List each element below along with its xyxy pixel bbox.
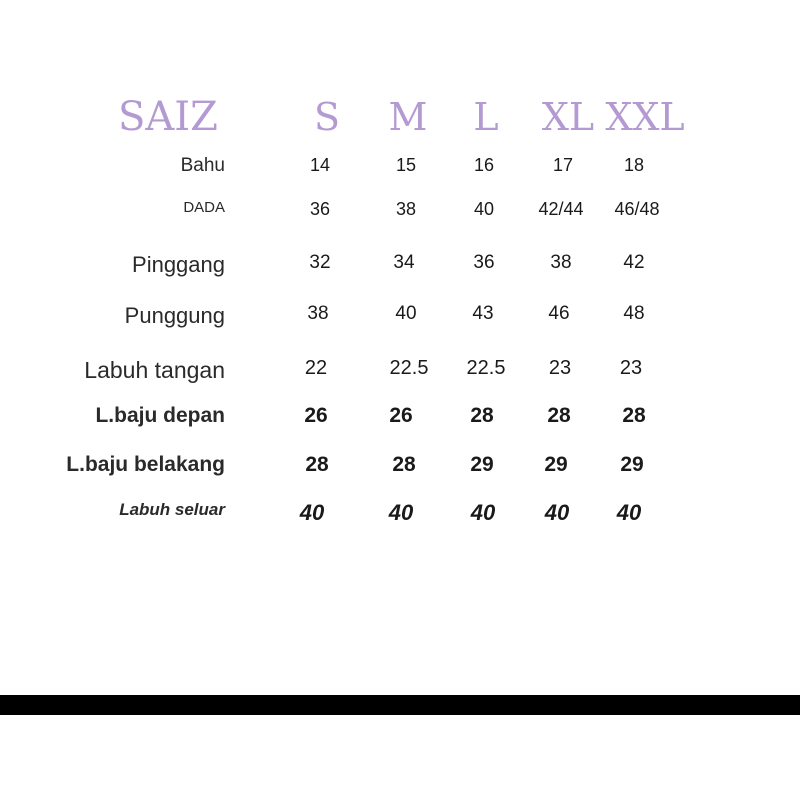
cell-m: 22.5 <box>389 357 429 379</box>
cell-l: 40 <box>473 199 495 219</box>
cell-m: 15 <box>395 155 417 175</box>
cell-s: 26 <box>304 404 328 427</box>
cell-l: 36 <box>473 252 495 273</box>
cell-xxl: 29 <box>620 453 644 476</box>
row-label: Pinggang <box>132 252 225 277</box>
row-bahu <box>0 155 800 181</box>
cell-xxl: 40 <box>616 500 642 525</box>
cell-s: 14 <box>309 155 331 175</box>
cell-s: 38 <box>307 303 329 324</box>
row-dada <box>0 199 800 225</box>
cell-l: 40 <box>470 500 496 525</box>
cell-s: 32 <box>309 252 331 273</box>
cell-l: 28 <box>470 404 494 427</box>
cell-xl: 40 <box>544 500 570 525</box>
cell-s: 22 <box>304 357 328 379</box>
row-l-baju-depan <box>0 404 800 434</box>
cell-xl: 23 <box>548 357 572 379</box>
cell-xxl: 42 <box>623 252 645 273</box>
row-label: DADA <box>183 199 225 216</box>
row-labuh-tangan <box>0 357 800 387</box>
cell-xl: 38 <box>550 252 572 273</box>
cell-xxl: 23 <box>619 357 643 379</box>
size-chart-title: SAIZ <box>118 94 218 140</box>
row-label: Punggung <box>124 303 225 328</box>
size-header-m: M <box>388 95 428 139</box>
cell-m: 26 <box>389 404 413 427</box>
row-l-baju-belakang <box>0 453 800 483</box>
cell-l: 22.5 <box>466 357 506 379</box>
row-label: Bahu <box>180 155 225 176</box>
row-labuh-seluar <box>0 500 800 530</box>
row-punggung <box>0 303 800 331</box>
row-label: L.baju depan <box>95 404 225 427</box>
black-bar <box>0 695 800 715</box>
cell-xl: 28 <box>547 404 571 427</box>
row-pinggang <box>0 252 800 280</box>
cell-xl: 42/44 <box>538 199 584 219</box>
cell-l: 43 <box>472 303 494 324</box>
cell-xl: 46 <box>548 303 570 324</box>
size-header-s: S <box>313 95 341 139</box>
cell-xl: 17 <box>552 155 574 175</box>
cell-m: 40 <box>395 303 417 324</box>
size-header-xxl: XXL <box>605 95 685 139</box>
cell-xxl: 48 <box>623 303 645 324</box>
row-label: Labuh tangan <box>84 357 225 383</box>
cell-xxl: 46/48 <box>614 199 660 219</box>
cell-l: 16 <box>473 155 495 175</box>
cell-s: 36 <box>309 199 331 219</box>
cell-m: 34 <box>393 252 415 273</box>
cell-xl: 29 <box>544 453 568 476</box>
cell-m: 38 <box>395 199 417 219</box>
cell-m: 28 <box>392 453 416 476</box>
size-header-l: L <box>473 95 499 139</box>
cell-xxl: 18 <box>623 155 645 175</box>
cell-m: 40 <box>388 500 414 525</box>
cell-s: 28 <box>305 453 329 476</box>
cell-xxl: 28 <box>622 404 646 427</box>
size-header-xl: XL <box>541 95 595 139</box>
row-label: L.baju belakang <box>66 453 225 476</box>
cell-l: 29 <box>470 453 494 476</box>
row-label: Labuh seluar <box>119 500 225 519</box>
cell-s: 40 <box>299 500 325 525</box>
